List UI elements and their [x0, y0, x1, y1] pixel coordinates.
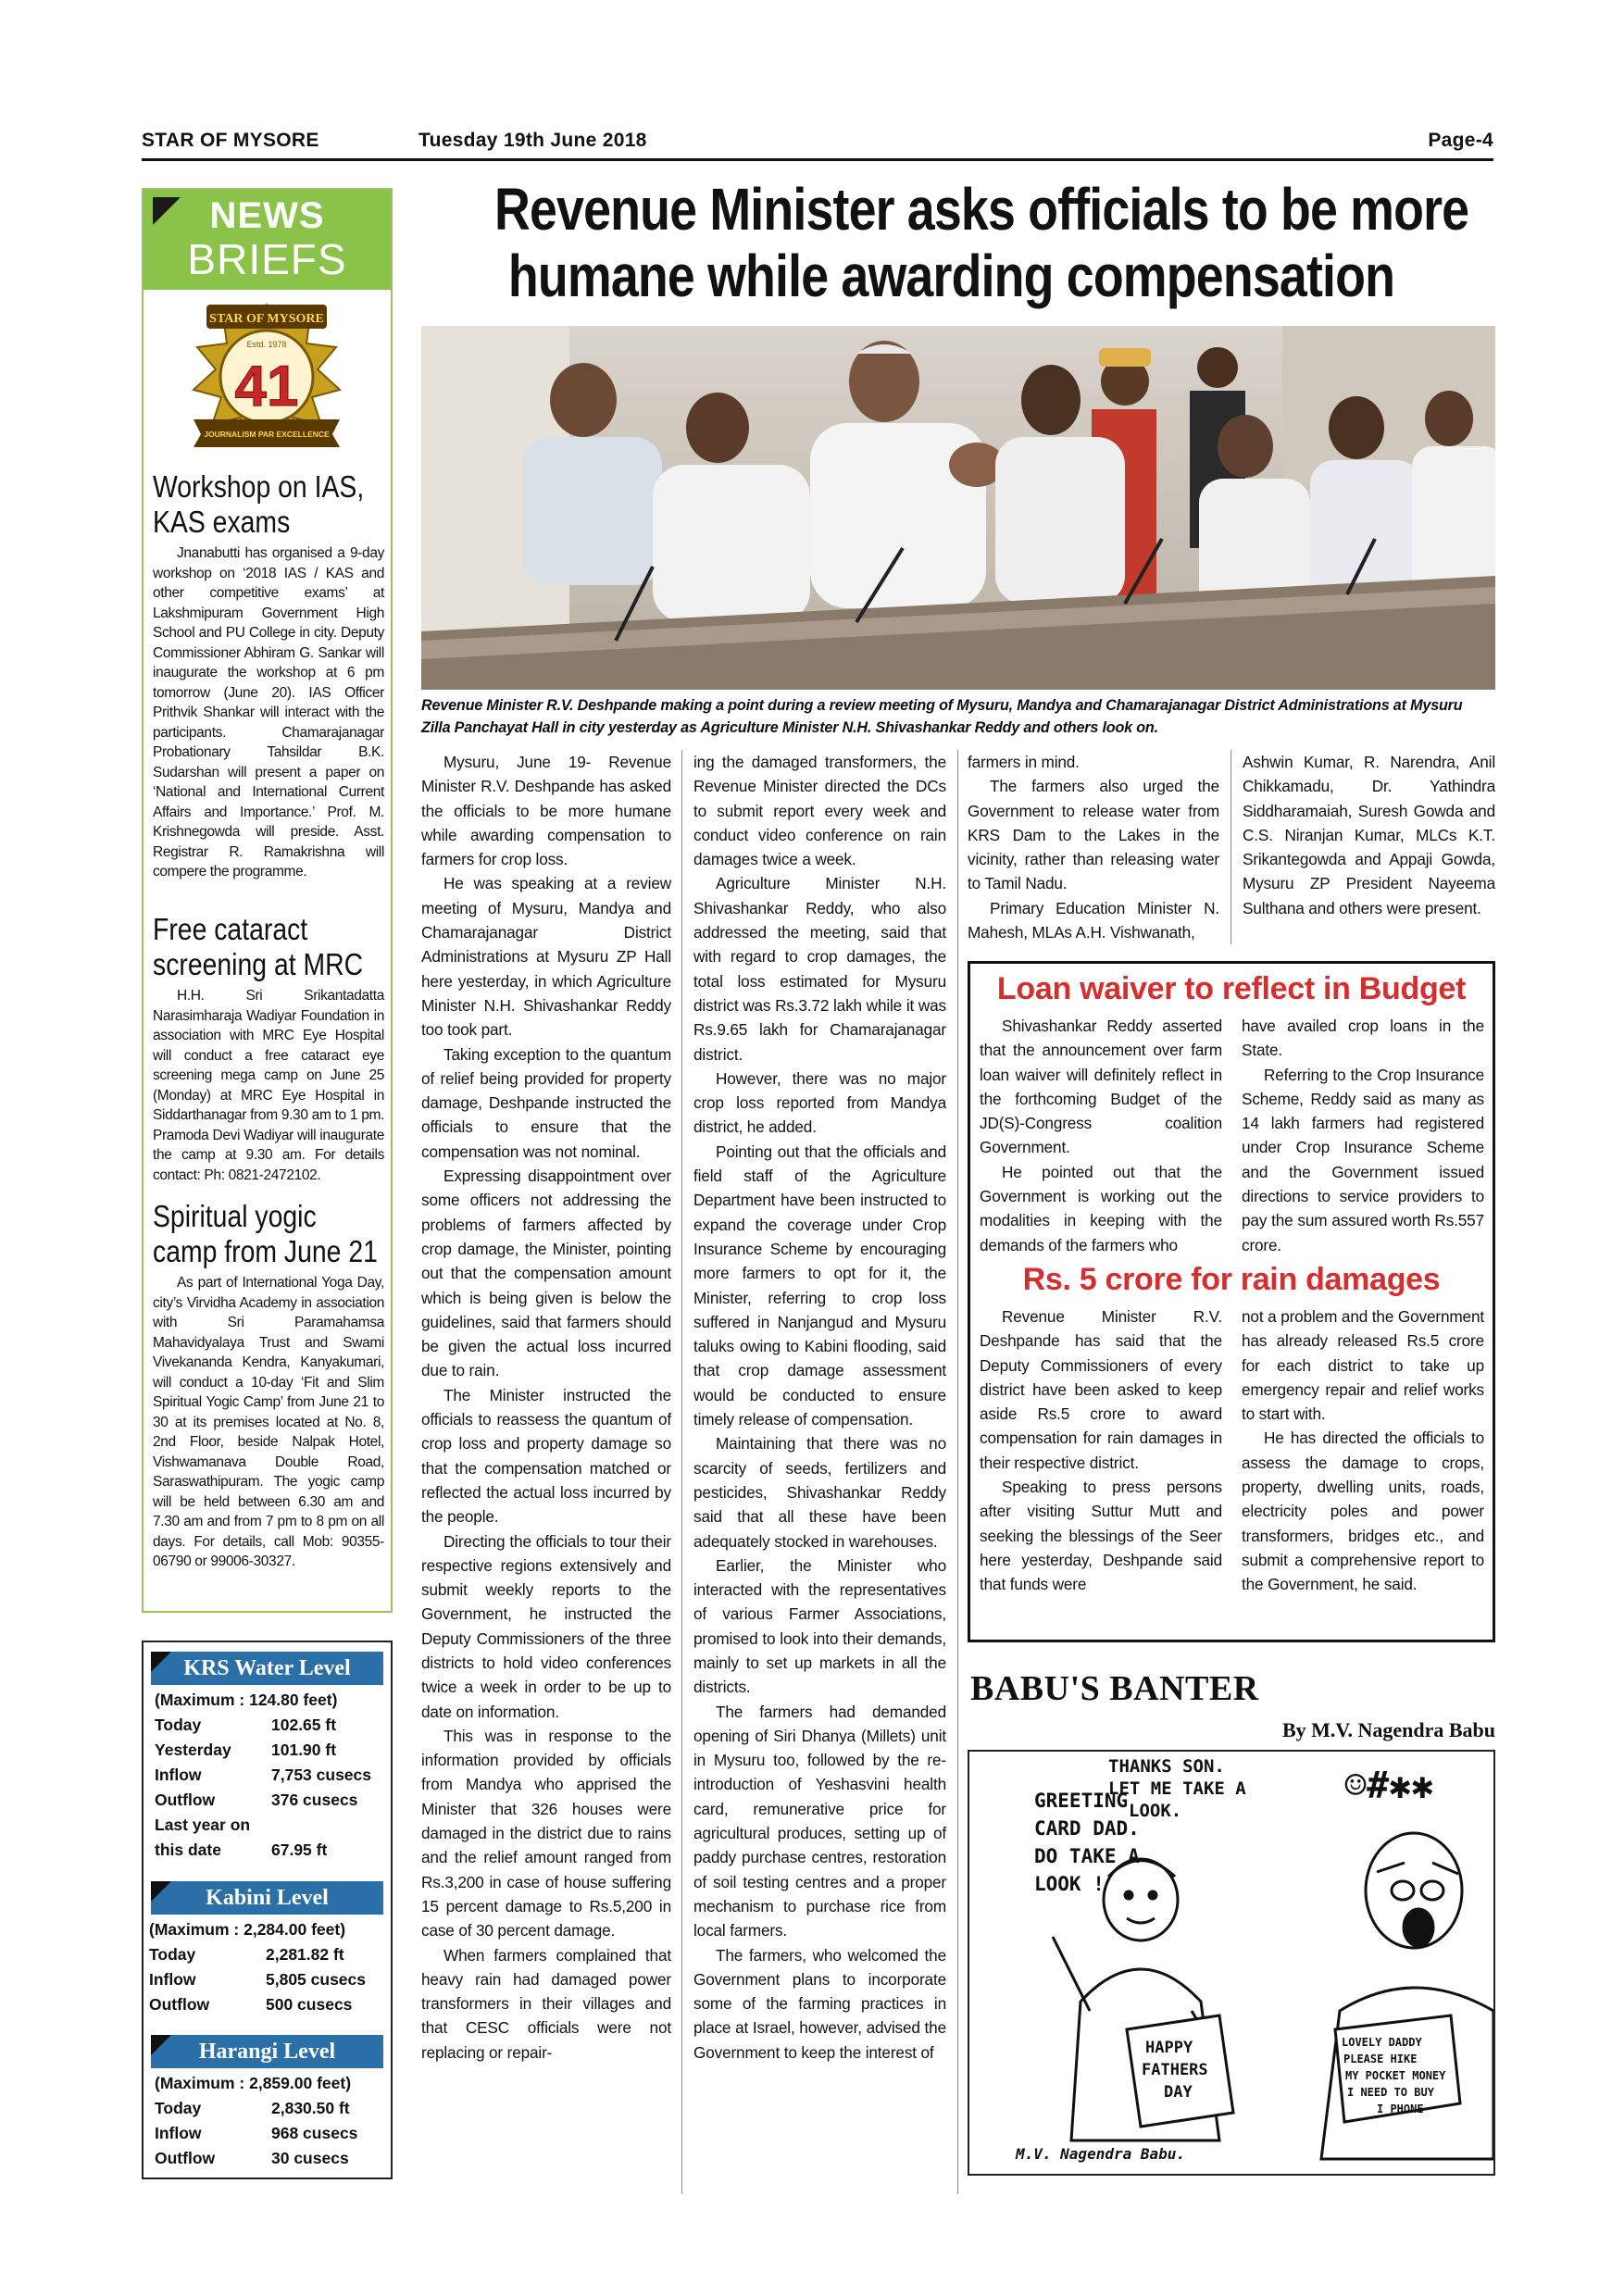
article-paragraph: He was speaking at a review meeting of Mysuru, Mandya and Chamarajanagar District Administrations at Mysuru ZP Hall here yesterday, in which Agriculture Minister N.H. Shivashankar Reddy too took part.: [421, 874, 671, 1040]
emblem-estd-text: Estd. 1978: [246, 340, 287, 349]
emblem-ribbon-text: JOURNALISM PAR EXCELLENCE: [204, 430, 330, 439]
note-line: LOVELY DADDY: [1342, 2036, 1422, 2049]
krs-title: KRS Water Level: [183, 1656, 351, 1680]
article-paragraph: Pointing out that the officials and field staff of the Agriculture Department have been instructed to expand the coverage under Crop Insurance Scheme by encouraging more farmers to opt for it, the Minister, referring to crop loss suffered in Nanjangud and Mysuru taluks owing to Kabini flooding, said that crop damage assessment would be conducted to ensure timely release of compensation.: [693, 1142, 946, 1429]
article-paragraph: However, there was no major crop loss reported from Mandya district, he added.: [693, 1068, 946, 1137]
box-column-1b: [980, 1304, 1222, 1597]
water-levels-panel: [142, 1641, 393, 2179]
level-row: Inflow 5,805 cusecs: [149, 1970, 367, 1989]
issue-date: Tuesday 19th June 2018: [418, 130, 647, 151]
news-briefs-panel: [142, 188, 393, 1613]
level-row: Outflow 30 cusecs: [155, 2149, 349, 2167]
anniversary-emblem-icon: [181, 299, 353, 456]
article-paragraph: The farmers had demanded opening of Siri Dhanya (Millets) unit in Mysuru too, followed by the re-introduction of Yeshasvini health card, remunerative price for agricultural produces, setting up of paddy purchase centres, restoration of soil testing centres and a proper mechanism to purchase rice from local farmers.: [693, 1702, 946, 1940]
brief-body: As part of International Yoga Day, city’s Virvidha Academy in association with Sri Paramahamsa Mahavidyalaya Trust and Swami Vivekananda Kendra, Kanyakumari, will conduct a 10-day ‘Fit and Slim Spiritual Yogic Camp’ from June 21 to 30 at its premises located at No. 8, 2nd Floor, beside Nalpak Hotel, Vishwamanava Double Road, Saraswathipuram. The yogic camp will be held between 6.30 am and 7.30 am and from 7 pm to 8 pm on all days. For details, call Mob: 90355-06790 or 99006-30327.: [153, 1275, 384, 1569]
cartoon-title: BABU'S BANTER: [970, 1669, 1259, 1708]
cartoon-byline: By M.V. Nagendra Babu: [1281, 1718, 1495, 1741]
level-row: Today 2,281.82 ft: [149, 1945, 344, 1964]
brief-title: Workshop on IAS, KAS exams: [153, 469, 365, 539]
article-paragraph: Earlier, the Minister who interacted with the representatives of various Farmer Associations, promised to look into their demands, mainly to set up markets in all the districts.: [693, 1555, 946, 1697]
article-paragraph: Maintaining that there was no scarcity of seeds, fertilizers and pesticides, Shivashankar Reddy said that all these have been adequately stocked in warehouses.: [693, 1434, 946, 1551]
symbols-icon: ☺#✱✱: [1344, 1765, 1434, 1807]
main-headline: [407, 176, 1495, 309]
article-paragraph: Ashwin Kumar, R. Narendra, Anil Chikkamadu, Dr. Yathindra Siddharamaiah, Suresh Gowda and C.S. Niranjan Kumar, MLCs K.T. Srikantegowda and Appaji Gowda, Mysuru ZP President Nayeema Sulthana and others were present.: [1243, 753, 1495, 917]
box-paragraph: Revenue Minister R.V. Deshpande has said that the Deputy Commissioners of every district have been asked to keep aside Rs.5 crore to award compensation for rain damages in their respective district.: [980, 1307, 1222, 1472]
article-column-3: [968, 750, 1219, 944]
column-rule: [681, 750, 682, 2194]
emblem-top-text: STAR OF MYSORE: [209, 312, 324, 326]
level-row: this date 67.95 ft: [155, 1841, 328, 1859]
note-line: PLEASE HIKE: [1343, 2053, 1418, 2065]
greeting-card-icon: [1127, 2015, 1233, 2127]
box-paragraph: He has directed the officials to assess the damage to crops, property, dwelling units, roads, electricity poles and power transformers, bridges etc., and submit a comprehensive report to the Government, he said.: [1242, 1429, 1484, 1594]
article-paragraph: ing the damaged transformers, the Revenue Minister directed the DCs to submit report every week and conduct video conference on rain damages twice a week.: [693, 753, 946, 869]
article-paragraph: Expressing disappointment over some officers not addressing the problems of farmers affected by crop damage, the Minister, pointing out that the compensation amount which is being given is below the guidelines, said that farmers should be given the actual loss incurred due to rain.: [421, 1167, 671, 1380]
kabini-maximum: (Maximum : 2,284.00 feet): [149, 1920, 346, 1939]
page-number: Page-4: [1428, 130, 1493, 151]
level-row: Outflow 376 cusecs: [155, 1791, 358, 1809]
box-column-2a: [1242, 1014, 1484, 1257]
level-row: Yesterday 101.90 ft: [155, 1741, 337, 1759]
meeting-photo: [421, 326, 1495, 690]
article-paragraph: The Minister instructed the officials to reassess the quantum of crop loss and property damage so that the compensation matched or reflected the actual loss incurred by the people.: [421, 1385, 671, 1527]
briefs-label: BRIEFS: [187, 235, 347, 283]
emblem-number: 41: [234, 355, 299, 418]
article-paragraph: Mysuru, June 19- Revenue Minister R.V. Deshpande has asked the officials to be more humane while awarding compensation to farmers for crop loss.: [421, 753, 671, 869]
bubble-left-line: GREETING: [1034, 1790, 1129, 1812]
brief-title: Spiritual yogic camp from June 21: [153, 1199, 378, 1268]
corner-triangle-icon: [151, 2035, 171, 2055]
box-paragraph: Shivashankar Reddy asserted that the announcement over farm loan waiver will definitely reflect in the forthcoming Budget of the JD(S)-Congress coalition Government.: [980, 1017, 1222, 1157]
article-paragraph: Taking exception to the quantum of relief being provided for property damage, Deshpande instructed the officials to ensure that the compensation was not nominal.: [421, 1044, 671, 1161]
headline-line-1: Revenue Minister asks officials to be more: [494, 176, 1469, 243]
bubble-right-line: LET ME TAKE A: [1108, 1778, 1246, 1799]
box-paragraph: have availed crop loans in the State.: [1242, 1017, 1484, 1060]
cartoon-drawing: [969, 1752, 1493, 2174]
note-line: I NEED TO BUY: [1347, 2086, 1434, 2099]
brief-body: Jnanabutti has organised a 9-day workshop on ‘2018 IAS / KAS and other competitive exams’ at Lakshmipuram Government High School and PU College in city. Deputy Commissioner Abhiram G. Sankar will inaugurate the workshop at 6 pm tomorrow (June 20). IAS Officer Prithvik Shankar will interact with the participants. Chamarajanagar Probationary Tahsildar B.K. Sudarshan will present a paper on ‘National and International Current Affairs and Importance.’ Prof. M. Krishnegowda will preside. Asst. Registrar R. Ramakrishna will compere the programme.: [153, 545, 384, 880]
brief-title: Free cataract screening at MRC: [153, 912, 364, 981]
card-line: FATHERS: [1142, 2061, 1208, 2079]
article-paragraph: The farmers also urged the Government to release water from KRS Dam to the Lakes in the vicinity, rather than releasing water to Tamil Nadu.: [968, 777, 1219, 893]
box-paragraph: Speaking to press persons after visiting Suttur Mutt and seeking the blessings of the Seer here yesterday, Deshpande said that funds were: [980, 1478, 1222, 1594]
rain-damages-heading: Rs. 5 crore for rain damages: [1022, 1262, 1441, 1297]
bubble-left-line: DO TAKE A: [1034, 1845, 1140, 1867]
box-paragraph: He pointed out that the Government is working out the modalities in keeping with the demands of the farmers who: [980, 1162, 1222, 1254]
bubble-left-line: CARD DAD.: [1034, 1817, 1140, 1840]
column-rule: [1230, 750, 1231, 944]
box-column-1a: [980, 1014, 1222, 1257]
cartoonist-signature: M.V. Nagendra Babu.: [1016, 2145, 1186, 2163]
krs-maximum: (Maximum : 124.80 feet): [155, 1691, 338, 1709]
article-paragraph: When farmers complained that heavy rain had damaged power transformers in their villages and that CESC officials were not replacing or repair-: [421, 1945, 671, 2062]
loan-waiver-box: [968, 961, 1495, 1642]
brief-workshop: [153, 469, 384, 882]
article-paragraph: Agriculture Minister N.H. Shivashankar Reddy, who also addressed the meeting, said that with regard to crop damages, the total loss estimated for Mysuru district was Rs.3.72 lakh while it was Rs.9.65 lakh for Chamarajanagar district.: [693, 874, 946, 1064]
card-line: DAY: [1164, 2083, 1193, 2102]
corner-triangle-icon: [151, 1881, 171, 1902]
box-paragraph: not a problem and the Government has already released Rs.5 crore for each district to take up emergency repair and relief works to start with.: [1242, 1307, 1484, 1424]
bubble-right-line: LOOK.: [1129, 1801, 1182, 1821]
kabini-header: [151, 1881, 383, 1915]
level-row: Today 2,830.50 ft: [155, 2099, 350, 2117]
level-row: Outflow 500 cusecs: [149, 1995, 353, 2014]
corner-triangle-icon: [151, 1652, 171, 1672]
news-briefs-header: [144, 190, 391, 290]
article-paragraph: The farmers, who welcomed the Government plans to incorporate some of the farming practices in place at Israel, however, advised the Government to keep the interest of: [693, 1945, 946, 2062]
news-label: NEWS: [209, 195, 325, 236]
article-paragraph: Primary Education Minister N. Mahesh, MLAs A.H. Vishwanath,: [968, 898, 1219, 942]
harangi-maximum: (Maximum : 2,859.00 feet): [155, 2074, 352, 2092]
note-line: MY POCKET MONEY: [1345, 2069, 1446, 2082]
box-paragraph: Referring to the Crop Insurance Scheme, Reddy said as many as 14 lakh farmers had registered under Crop Insurance Scheme and the Government issued directions to service providers to pay the sum assured worth Rs.557 crore.: [1242, 1065, 1484, 1254]
article-column-2: [693, 750, 946, 2065]
harangi-header: [151, 2035, 383, 2068]
level-row: Inflow 968 cusecs: [155, 2124, 358, 2142]
article-column-1: [421, 750, 671, 2065]
brief-cataract: [153, 912, 384, 1185]
column-rule: [957, 750, 958, 2194]
paper-name: STAR OF MYSORE: [142, 130, 319, 151]
level-row: Today 102.65 ft: [155, 1716, 337, 1734]
article-paragraph: Directing the officials to tour their respective regions extensively and submit weekly reports to the Government, he instructed the Deputy Commissioners of the three districts to hold video conferences twice a week in order to be up to date on information.: [421, 1531, 671, 1721]
headline-line-2: humane while awarding compensation: [507, 243, 1395, 309]
brief-body: H.H. Sri Srikantadatta Narasimharaja Wadiyar Foundation in association with MRC Eye Hospital will conduct a free cataract eye screening mega camp on June 25 (Monday) at MRC Eye Hospital in Siddarthanagar from 9.30 am to 1 pm. Pramoda Devi Wadiyar will inaugurate the camp at 9.30 am. For details contact: Ph: 0821-2472102.: [153, 988, 384, 1183]
note-line: I PHONE: [1377, 2103, 1424, 2115]
bubble-left-line: LOOK !: [1034, 1873, 1105, 1895]
wish-note-icon: [1335, 2015, 1460, 2122]
masthead-rule: [142, 158, 1493, 161]
card-line: HAPPY: [1145, 2039, 1193, 2057]
harangi-title: Harangi Level: [198, 2040, 336, 2064]
bubble-right-line: THANKS SON.: [1108, 1756, 1225, 1777]
article-paragraph: This was in response to the information provided by officials from Mandya who apprised the Minister that 326 houses were damaged in the district due to rains and the relief amount ranged from Rs.3,200 in case of house suffering 15 percent damage to Rs.5,200 in case of 30 percent damage.: [421, 1726, 671, 1940]
brief-yogic-camp: [153, 1199, 384, 1572]
cartoon-panel: [968, 1750, 1495, 2176]
article-column-4: [1243, 750, 1495, 920]
level-row: Last year on: [155, 1816, 251, 1834]
meeting-photo-illustration: [421, 326, 1495, 690]
kabini-title: Kabini Level: [206, 1886, 329, 1910]
box-column-2b: [1242, 1304, 1484, 1597]
loan-waiver-heading: Loan waiver to reflect in Budget: [996, 971, 1467, 1006]
level-row: Inflow 7,753 cusecs: [155, 1766, 372, 1784]
photo-caption: Revenue Minister R.V. Deshpande making a point during a review meeting of Mysuru, Mandya and Chamarajanagar District Administrations at Mysuru Zilla Panchayat Hall in city yesterday as Agriculture Minister N.H. Shivashankar Reddy and others look on.: [421, 697, 1463, 736]
krs-header: [151, 1652, 383, 1685]
article-paragraph: farmers in mind.: [968, 753, 1080, 771]
